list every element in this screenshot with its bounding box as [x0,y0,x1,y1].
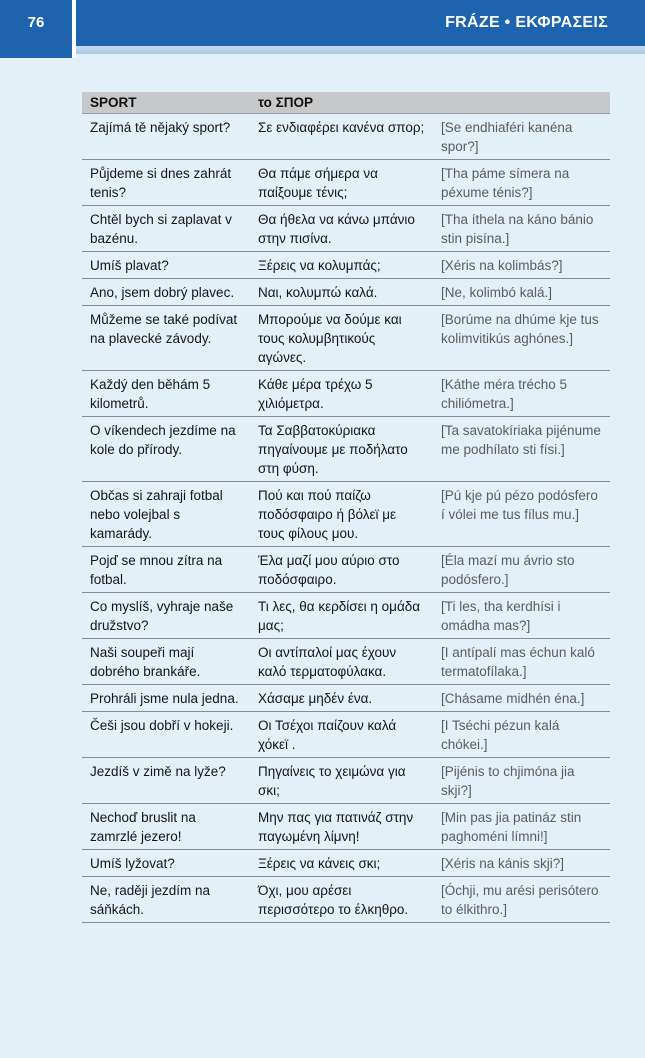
header-greek: το ΣΠΟΡ [250,92,433,114]
czech-phrase: Co myslíš, vyhraje naše družstvo? [82,593,250,639]
transcription: [Pú kje pú pézo podósfero í vólei me tus fílus mu.] [433,482,610,547]
table-row [82,712,610,758]
greek-phrase: Πού και πού παίζω ποδόσφαιρο ή βόλεϊ με τους φίλους μου. [250,482,433,547]
header-stripe [0,46,645,54]
czech-phrase: Naši soupeři mají dobrého brankáře. [82,639,250,685]
greek-phrase: Κάθε μέρα τρέχω 5 χιλιόμετρα. [250,371,433,417]
table-row [82,877,610,923]
transcription: [Xéris na kánis skji?] [433,850,610,877]
czech-phrase: Nechoď bruslit na zamrzlé jezero! [82,804,250,850]
czech-phrase: O víkendech jezdíme na kole do přírody. [82,417,250,482]
greek-phrase: Οι Τσέχοι παίζουν καλά χόκεϊ . [250,712,433,758]
greek-phrase: Ξέρεις να κολυμπάς; [250,252,433,279]
greek-phrase: Μην πας για πατινάζ στην παγωμένη λίμνη! [250,804,433,850]
czech-phrase: Umíš lyžovat? [82,850,250,877]
table-row [82,685,610,712]
transcription: [Tha páme símera na péxume ténis?] [433,160,610,206]
greek-phrase: Τα Σαββατοκύριακα πηγαίνουμε με ποδήλατο στη φύση. [250,417,433,482]
transcription: [Chásame midhén éna.] [433,685,610,712]
greek-phrase: Όχι, μου αρέσει περισσότερο το έλκηθρο. [250,877,433,923]
table-row [82,206,610,252]
czech-phrase: Ne, raději jezdím na sáňkách. [82,877,250,923]
page-title: FRÁZE • ΕΚΦΡΑΣΕΙΣ [445,14,608,31]
greek-phrase: Θα ήθελα να κάνω μπάνιο στην πισίνα. [250,206,433,252]
table-row [82,547,610,593]
czech-phrase: Prohráli jsme nula jedna. [82,685,250,712]
transcription: [Min pas jia patináz stin paghoméni límni!] [433,804,610,850]
table-header-row [82,92,610,114]
greek-phrase: Πηγαίνεις το χειμώνα για σκι; [250,758,433,804]
table-body [82,114,610,923]
table-row [82,593,610,639]
czech-phrase: Češi jsou dobří v hokeji. [82,712,250,758]
table-row [82,279,610,306]
czech-phrase: Půjdeme si dnes zahrát tenis? [82,160,250,206]
transcription: [I antípalí mas échun kaló termatofílaka.] [433,639,610,685]
czech-phrase: Zajímá tě nějaký sport? [82,114,250,160]
table-row [82,639,610,685]
czech-phrase: Občas si zahraji fotbal nebo volejbal s kamarády. [82,482,250,547]
table-row [82,417,610,482]
greek-phrase: Οι αντίπαλοί μας έχουν καλό τερματοφύλακα. [250,639,433,685]
page-number: 76 [27,14,45,31]
greek-phrase: Ναι, κολυμπώ καλά. [250,279,433,306]
transcription: [Éla mazí mu ávrio sto podósfero.] [433,547,610,593]
czech-phrase: Každý den běhám 5 kilometrů. [82,371,250,417]
table-row [82,160,610,206]
table-row [82,252,610,279]
table-row [82,482,610,547]
czech-phrase: Jezdíš v zimě na lyže? [82,758,250,804]
table-row [82,371,610,417]
header-transcription [433,92,610,114]
transcription: [Borúme na dhúme kje tus kolimvitikús aghónes.] [433,306,610,371]
czech-phrase: Můžeme se také podívat na plavecké závody. [82,306,250,371]
transcription: [Ti les, tha kerdhísi i omádha mas?] [433,593,610,639]
transcription: [Ne, kolimbó kalá.] [433,279,610,306]
czech-phrase: Ano, jsem dobrý plavec. [82,279,250,306]
table-row [82,758,610,804]
greek-phrase: Ξέρεις να κάνεις σκι; [250,850,433,877]
transcription: [Se endhiaféri kanéna spor?] [433,114,610,160]
table-row [82,850,610,877]
transcription: [Ta savatokíriaka pijénume me podhílato sti físi.] [433,417,610,482]
table-row [82,306,610,371]
greek-phrase: Τι λες, θα κερδίσει η ομάδα μας; [250,593,433,639]
header-czech: SPORT [82,92,250,114]
greek-phrase: Μπορούμε να δούμε και τους κολυμβητικούς αγώνες. [250,306,433,371]
czech-phrase: Pojď se mnou zítra na fotbal. [82,547,250,593]
transcription: [Tha íthela na káno bánio stin pisína.] [433,206,610,252]
czech-phrase: Chtěl bych si zaplavat v bazénu. [82,206,250,252]
transcription: [Óchji, mu arési perisótero to élkithro.] [433,877,610,923]
transcription: [Káthe méra trécho 5 chiliómetra.] [433,371,610,417]
greek-phrase: Έλα μαζί μου αύριο στο ποδόσφαιρο. [250,547,433,593]
table-row [82,114,610,160]
greek-phrase: Θα πάμε σήμερα να παίξουμε τένις; [250,160,433,206]
greek-phrase: Σε ενδιαφέρει κανένα σπορ; [250,114,433,160]
transcription: [Xéris na kolimbás?] [433,252,610,279]
tab-edge [72,0,76,58]
table-row [82,804,610,850]
phrase-table [82,92,610,923]
transcription: [I Tséchi pézun kalá chókei.] [433,712,610,758]
czech-phrase: Umíš plavat? [82,252,250,279]
greek-phrase: Χάσαμε μηδέν ένα. [250,685,433,712]
transcription: [Pijénis to chjimóna jia skji?] [433,758,610,804]
